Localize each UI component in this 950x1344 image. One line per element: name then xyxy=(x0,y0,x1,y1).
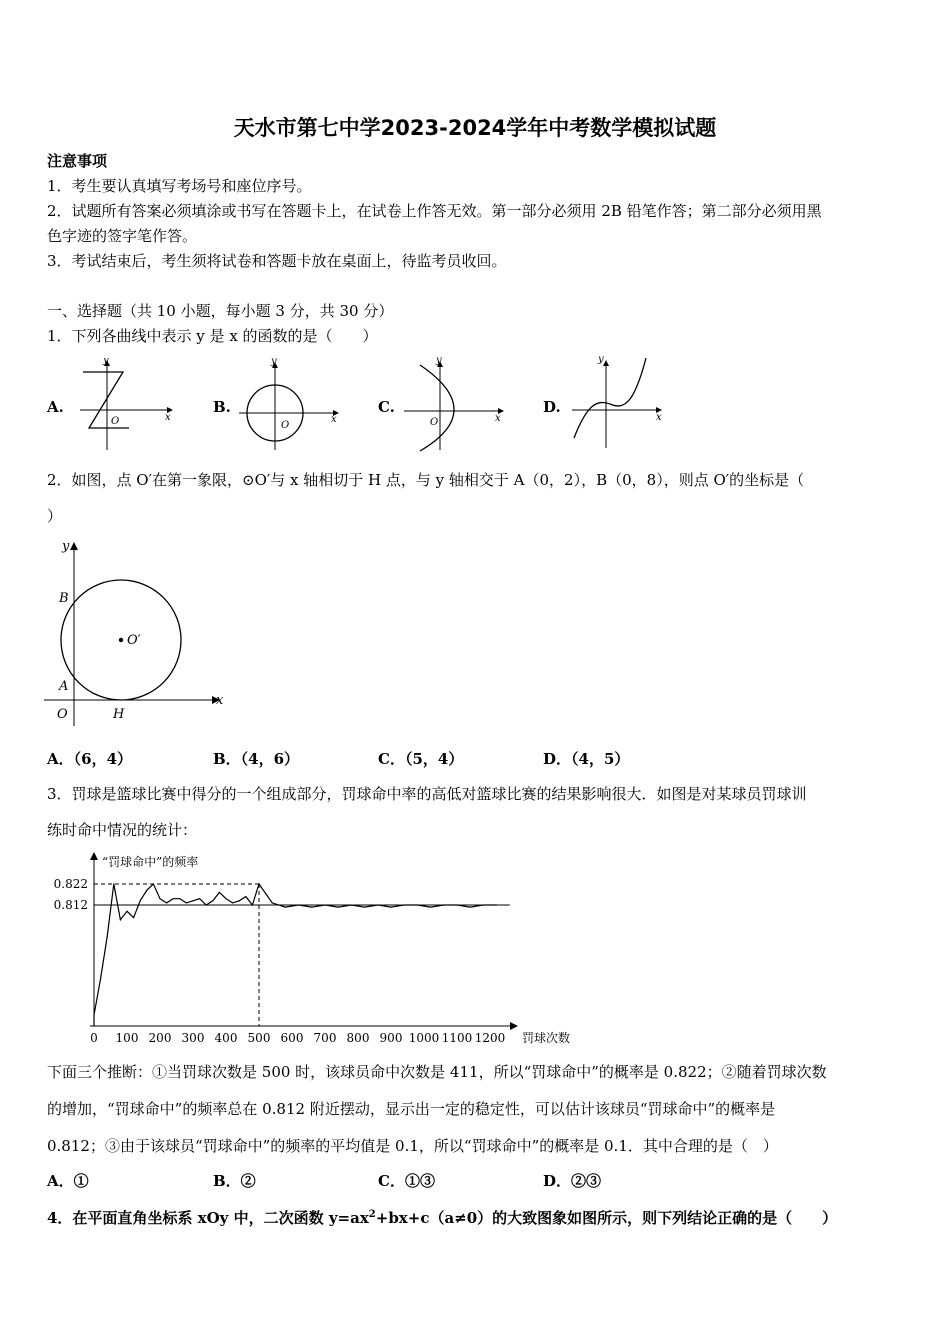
q1-stem: 1．下列各曲线中表示 y 是 x 的函数的是（ ） xyxy=(47,327,378,345)
chart-data-point xyxy=(107,936,108,937)
chart-data-point xyxy=(298,904,299,905)
chart-data-point xyxy=(351,904,352,905)
svg-text:O: O xyxy=(430,417,439,428)
chart-x-tick-label: 200 xyxy=(148,1031,172,1045)
section-heading: 一、选择题（共 10 小题，每小题 3 分，共 30 分） xyxy=(47,302,394,320)
chart-data-point xyxy=(140,900,141,901)
chart-data-point xyxy=(470,907,471,908)
chart-data-point xyxy=(100,978,101,979)
q3-chart xyxy=(44,850,604,1050)
notice-item: 3．考试结束后，考生须将试卷和答题卡放在桌面上，待监考员收回。 xyxy=(47,252,507,270)
q3-body-line3: 0.812；③由于该球员“罚球命中”的频率的平均值是 0.1，所以“罚球命中”的概率是 0.1．其中合理的是（ ） xyxy=(47,1137,778,1155)
q2-figure xyxy=(44,538,234,728)
chart-data-point xyxy=(338,907,339,908)
q2-option-c[interactable]: C．（5，4） xyxy=(378,750,464,768)
chart-data-point xyxy=(186,902,187,903)
chart-data-point xyxy=(377,904,378,905)
svg-text:O: O xyxy=(281,420,290,431)
q3-option-d[interactable]: D．②③ xyxy=(543,1172,602,1190)
q2-label-center: O′ xyxy=(127,633,141,648)
chart-data-point xyxy=(199,898,200,899)
chart-data-point xyxy=(113,883,114,884)
q3-body-line2: 的增加，“罚球命中”的频率总在 0.812 附近摆动，显示出一定的稳定性，可以估计该球员“罚球命中”的概率是 xyxy=(47,1100,776,1118)
q2-stem-line1: 2．如图，点 O′在第一象限，⊙O′与 x 轴相切于 H 点，与 y 轴相交于 A（0，2），B（0，8），则点 O′的坐标是（ xyxy=(47,471,805,489)
chart-data-point xyxy=(483,904,484,905)
q1-graph-a xyxy=(75,358,175,453)
q3-body-line1: 下面三个推断：①当罚球次数是 500 时，该球员命中次数是 411，所以“罚球命中”的概率是 0.822；②随着罚球次数 xyxy=(47,1063,827,1081)
chart-x-tick-label: 800 xyxy=(346,1031,370,1045)
q2-option-b[interactable]: B．（4，6） xyxy=(213,750,300,768)
chart-x-tick-label: 1200 xyxy=(474,1031,506,1045)
q2-option-a[interactable]: A．（6，4） xyxy=(47,750,133,768)
chart-data-point xyxy=(179,898,180,899)
q2-label-a: A xyxy=(59,679,69,694)
q2-label-x: x xyxy=(216,693,224,708)
chart-x-tick-label: 400 xyxy=(214,1031,238,1045)
q2-label-y: y xyxy=(62,539,70,554)
notice-heading: 注意事项 xyxy=(47,152,108,170)
chart-data-point xyxy=(285,907,286,908)
chart-data-point xyxy=(430,907,431,908)
q2-label-h: H xyxy=(113,707,125,722)
chart-data-point xyxy=(173,898,174,899)
svg-text:y: y xyxy=(271,358,277,367)
chart-data-point xyxy=(153,883,154,884)
chart-data-point xyxy=(245,896,246,897)
chart-x-tick-label: 100 xyxy=(115,1031,139,1045)
chart-data-point xyxy=(126,911,127,912)
chart-data-point xyxy=(443,904,444,905)
q2-label-b: B xyxy=(59,591,69,606)
chart-x-tick-label: 500 xyxy=(247,1031,271,1045)
chart-y-tick-label: 0.812 xyxy=(53,898,88,912)
chart-data-point xyxy=(456,904,457,905)
q1-option-d[interactable]: D. xyxy=(543,398,561,416)
chart-data-point xyxy=(219,892,220,893)
chart-x-label: 罚球次数 xyxy=(522,1031,571,1045)
chart-x-tick-label: 1100 xyxy=(441,1031,473,1045)
svg-text:y: y xyxy=(598,354,604,365)
chart-data-point xyxy=(390,907,391,908)
q1-graph-d xyxy=(568,352,668,452)
chart-data-point xyxy=(192,900,193,901)
q3-stem-line1: 3．罚球是篮球比赛中得分的一个组成部分，罚球命中率的高低对篮球比赛的结果影响很大．如图是对某球员罚球训 xyxy=(47,785,807,803)
chart-x-tick-label: 900 xyxy=(379,1031,403,1045)
q1-option-a[interactable]: A. xyxy=(47,398,64,416)
notice-item: 1．考生要认真填写考场号和座位序号。 xyxy=(47,177,312,195)
q1-option-b[interactable]: B. xyxy=(213,398,231,416)
q2-option-d[interactable]: D．（4，5） xyxy=(543,750,630,768)
chart-data-point xyxy=(417,904,418,905)
chart-data-point xyxy=(133,917,134,918)
chart-data-point xyxy=(232,902,233,903)
svg-text:x: x xyxy=(165,412,171,423)
q3-option-a[interactable]: A．① xyxy=(47,1172,89,1190)
svg-text:x: x xyxy=(331,414,337,425)
q2-stem-line2: ） xyxy=(47,507,63,525)
chart-x-tick-label: 1000 xyxy=(408,1031,440,1045)
q1-graph-c xyxy=(400,355,505,453)
chart-data-point xyxy=(166,902,167,903)
chart-y-tick-label: 0.822 xyxy=(53,877,88,891)
chart-data-point xyxy=(159,898,160,899)
q3-stem-line2: 练时命中情况的统计： xyxy=(47,821,198,839)
q4-stem: 4．在平面直角坐标系 xOy 中，二次函数 $y=ax^2+bx+c(a\ne 0)$的大致图象如图所示，则下列结论正确的是（ ） xyxy=(47,1209,838,1227)
q1-option-c[interactable]: C. xyxy=(378,398,395,416)
q2-label-o: O xyxy=(57,707,68,722)
notice-item: 色字迹的签字笔作答。 xyxy=(47,227,198,245)
svg-text:y: y xyxy=(103,358,109,366)
chart-data-point xyxy=(496,904,497,905)
chart-data-point xyxy=(364,907,365,908)
svg-text:O: O xyxy=(111,416,120,427)
chart-data-point xyxy=(225,898,226,899)
q3-option-c[interactable]: C．①③ xyxy=(378,1172,435,1190)
chart-data-point xyxy=(239,900,240,901)
chart-x-tick-label: 0 xyxy=(90,1031,98,1045)
q3-option-b[interactable]: B．② xyxy=(213,1172,256,1190)
chart-data-point xyxy=(212,900,213,901)
svg-text:y: y xyxy=(436,355,442,366)
svg-text:x: x xyxy=(656,412,662,423)
q1-graph-b xyxy=(235,358,340,453)
page-title: 天水市第七中学2023-2024学年中考数学模拟试题 xyxy=(233,116,717,140)
chart-data-point xyxy=(146,890,147,891)
chart-data-point xyxy=(324,904,325,905)
chart-data-point xyxy=(258,883,259,884)
chart-x-tick-label: 700 xyxy=(313,1031,337,1045)
svg-text:x: x xyxy=(495,413,501,424)
chart-data-point xyxy=(404,904,405,905)
chart-data-point xyxy=(252,904,253,905)
chart-data-point xyxy=(206,904,207,905)
chart-data-point xyxy=(311,907,312,908)
chart-x-tick-label: 600 xyxy=(280,1031,304,1045)
chart-data-point xyxy=(272,902,273,903)
chart-title: “罚球命中”的频率 xyxy=(102,855,199,869)
notice-item: 2．试题所有答案必须填涂或书写在答题卡上，在试卷上作答无效。第一部分必须用 2B 铅笔作答；第二部分必须用黑 xyxy=(47,202,822,220)
chart-data-point xyxy=(120,919,121,920)
chart-x-tick-label: 300 xyxy=(181,1031,205,1045)
